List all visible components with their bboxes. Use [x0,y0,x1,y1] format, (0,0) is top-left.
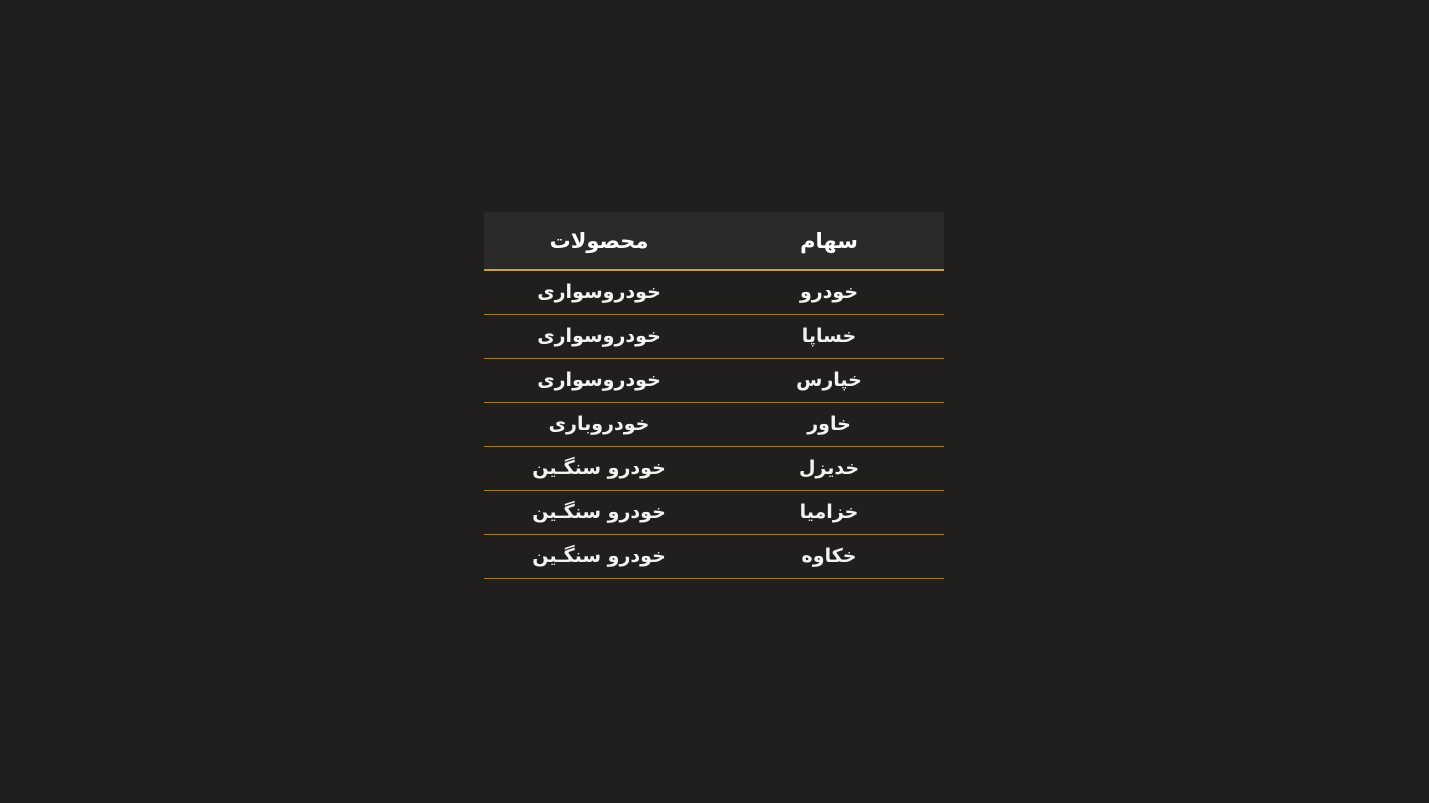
table-row [484,403,944,447]
cell-product: خودروسواری [484,315,714,359]
cell-product: خودرو سنگـین [484,447,714,491]
table-row [484,315,944,359]
column-header-stocks: سهام [714,212,944,270]
cell-stock: خودرو [714,270,944,315]
cell-product: خودروسواری [484,270,714,315]
column-header-products: محصولات [484,212,714,270]
table-row [484,535,944,579]
stocks-products-table [484,212,944,579]
cell-product: خودرو سنگـین [484,535,714,579]
cell-product: خودرو سنگـین [484,491,714,535]
cell-stock: خپارس [714,359,944,403]
table-row [484,270,944,315]
table-container [484,212,944,579]
cell-stock: خزامیا [714,491,944,535]
table-header [484,212,944,270]
table-row [484,359,944,403]
cell-stock: خساپا [714,315,944,359]
table-header-row [484,212,944,270]
table-body [484,270,944,579]
cell-stock: خکاوه [714,535,944,579]
cell-stock: خاور [714,403,944,447]
cell-product: خودروسواری [484,359,714,403]
cell-stock: خدیزل [714,447,944,491]
table-row [484,447,944,491]
cell-product: خودروباری [484,403,714,447]
table-row [484,491,944,535]
